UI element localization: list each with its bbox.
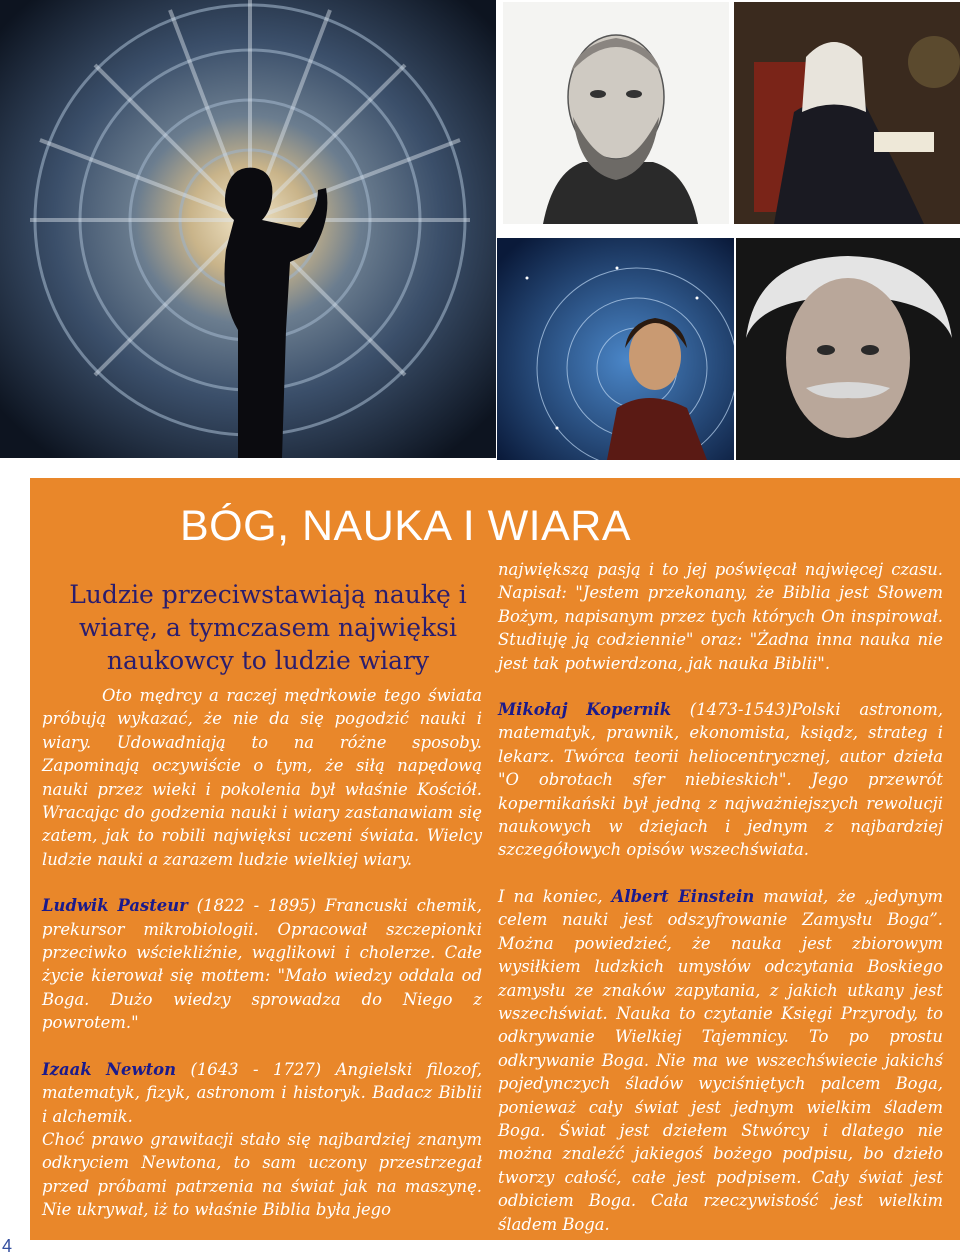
copernicus-text: (1473-1543)Polski astronom, matematyk, prawnik, ekonomista, ksiądz, strateg i lekarz. Twórca teorii heliocentrycznej, autor dzieła "O obrotach sfer niebieskich". Jego przewrót kopernikański był jedną z najważniejszych rewolucji naukowych w dziejach i jednym z najbardziej szczegółowych opisów wszechświata. (498, 700, 943, 860)
newton-text: (1643 - 1727) Angielski filozof, matematyk, fizyk, astronom i historyk. Badacz Biblii i alchemik. (42, 1059, 482, 1126)
copernicus-last-name: Kopernik (586, 700, 672, 720)
einstein-intro: I na koniec, (498, 886, 612, 906)
pasteur-portrait (503, 2, 729, 224)
copernicus-star-map (497, 238, 734, 460)
article-panel (30, 478, 960, 1240)
einstein-text: mawiał, że „jedynym celem nauki jest odszyfrowanie Zamysłu Boga”. Można powiedzieć, że nauka jest zbiorowym wysiłkiem ludzkich umysłów odczytania Boskiego zamysłu ze znaków zapytania, z jakich utkany jest wszechświat. Nauka to czytanie Księgi Przyrody, to odkrywanie Wielkiej Tajemnicy. To po prostu odkrywanie Boga. Nie ma we wszechświecie jakichś pojedynczych śladów wyciśniętych palcem Boga, ponieważ cały świat jest jednym wielkim śladem Boga. Świat jest dziełem Stwórcy i dlatego nie można znaleźć jakiegoś bożego podpisu, bo dzieło tworzy całość, całe jest podpisem. Cały świat jest odbiciem Boga. Cała rzeczywistość jest wielkim śladem Boga. (498, 886, 943, 1234)
pasteur-first-name: Ludwik (42, 896, 109, 916)
pasteur-last-name: Pasteur (117, 896, 188, 916)
newton-paragraph (42, 1058, 482, 1128)
einstein-name: Albert Einstein (611, 886, 755, 906)
einstein-paragraph (498, 885, 943, 1236)
newton-paragraph-2: Choć prawo grawitacji stało się najbardziej znanym odkryciem Newtona, to sam uczony przestrzegał przed próbami patrzenia na świat jak na maszynę. Nie ukrywał, iż to właśnie Biblia była jego (42, 1129, 482, 1220)
newton-portrait (734, 2, 960, 224)
article-subheading: Ludzie przeciwstawiają naukę i wiarę, a tymczasem najwięksi naukowcy to ludzie wiary (69, 580, 467, 675)
copernicus-first-name: Mikołaj (498, 700, 568, 720)
lhc-detector-photo (0, 0, 496, 458)
right-column (498, 558, 943, 1236)
left-column (42, 684, 482, 1222)
copernicus-paragraph (498, 698, 943, 862)
newton-last-name: Newton (106, 1059, 176, 1079)
newton-continued: największą pasją i to jej poświęcał najwięcej czasu. Napisał: "Jestem przekonany, że Biblia jest Słowem Bożym, napisanym przez tych których On inspirował. Studiuję ją codziennie" oraz: "Żadna inna nauka nie jest tak potwierdzona, jak nauka Biblii". (498, 560, 943, 673)
intro-paragraph: Oto mędrcy a raczej mędrkowie tego świata próbują wykazać, że nie da się pogodzić nauki i wiary. Udowadniają to na różne sposoby. Zapominają oczywiście o tym, że siłą napędową nauki przez wieki i pokolenia był właśnie Kościół. Wracając do godzenia nauki i wiary zastanawiam się zatem, jak to robili najwięksi uczeni świata. Wielcy ludzie nauki a zarazem ludzie wielkiej wiary. (42, 686, 482, 869)
pasteur-paragraph (42, 894, 482, 1034)
pasteur-text: (1822 - 1895) Francuski chemik, prekursor mikrobiologii. Opracował szczepionki przeciwko wściekliźnie, wąglikowi i cholerze. Całe życie kierował się mottem: "Mało wiedzy oddala od Boga. Dużo wiedzy sprowadza do Niego z powrotem." (42, 896, 482, 1033)
page-number: 4 (2, 1236, 13, 1256)
newton-first-name: Izaak (42, 1059, 92, 1079)
einstein-portrait (736, 238, 960, 460)
article-title: BÓG, NAUKA I WIARA (180, 502, 632, 550)
